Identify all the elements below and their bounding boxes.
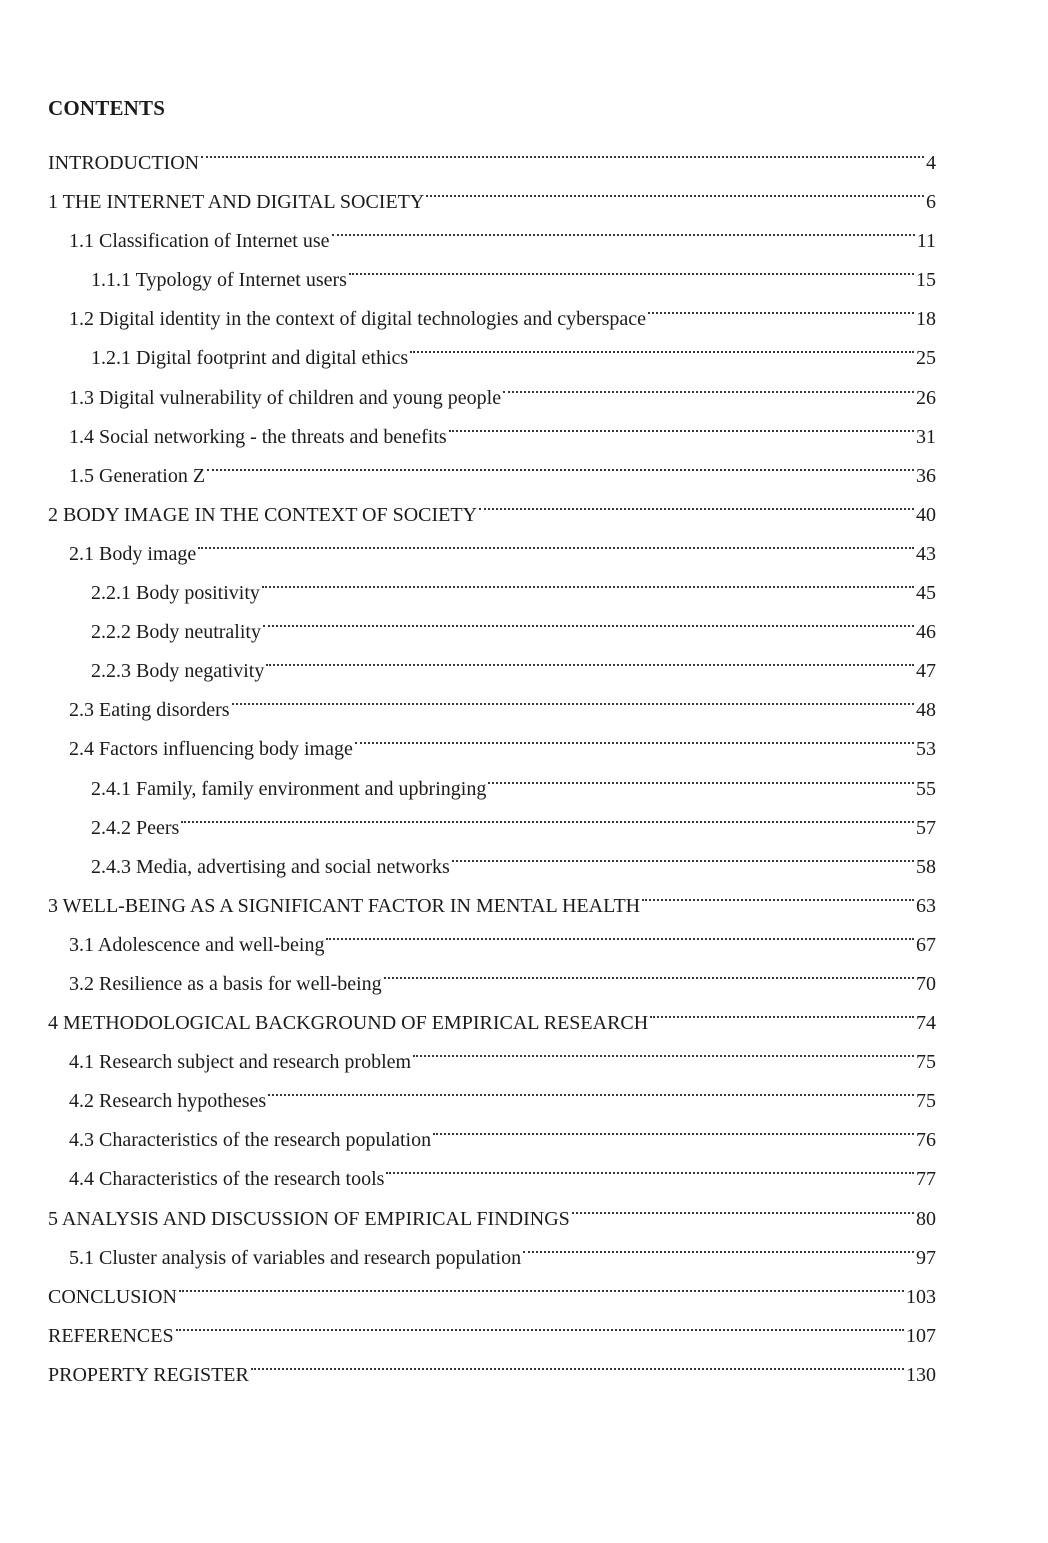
toc-entry-title: 4.2 Research hypotheses [69,1090,267,1113]
toc-entry-page-number: 75 [916,1051,936,1074]
dot-leader [503,365,914,404]
toc-entry-title: 2.4.1 Family, family environment and upbringing [91,777,487,800]
dot-leader [642,873,914,912]
toc-entry-title: 3.2 Resilience as a basis for well-being [69,972,382,995]
dot-leader [449,404,914,443]
toc-entry-title: 4 METHODOLOGICAL BACKGROUND OF EMPIRICAL RESEARCH [48,1012,649,1035]
toc-entry-page-number: 77 [916,1168,936,1191]
dot-leader [232,677,914,716]
toc-entry[interactable] [48,130,936,174]
toc-entry[interactable] [48,1264,936,1308]
toc-entry-page-number: 97 [916,1246,936,1269]
toc-entry-page-number: 57 [916,816,936,839]
dot-leader [262,560,914,599]
toc-entry-title: 5.1 Cluster analysis of variables and research population [69,1246,522,1269]
toc-entry-page-number: 45 [916,582,936,605]
toc-entry-title: 2 BODY IMAGE IN THE CONTEXT OF SOCIETY [48,503,478,526]
dot-leader [410,325,914,364]
toc-entry-page-number: 55 [916,777,936,800]
dot-leader [413,1029,914,1068]
toc-entry-page-number: 15 [916,269,936,292]
toc-entry-title: 1.5 Generation Z [69,464,206,487]
dot-leader [572,1186,914,1225]
toc-entry-title: 2.3 Eating disorders [69,699,230,722]
toc-entry-page-number: 25 [916,347,936,370]
dot-leader [207,443,914,482]
dot-leader [181,795,914,834]
toc-entry[interactable] [48,795,936,839]
document-page [48,94,936,1386]
dot-leader [179,1264,904,1303]
toc-entry-title: 2.4.3 Media, advertising and social networks [91,855,450,878]
dot-leader [349,247,914,286]
toc-entry-page-number: 103 [906,1285,936,1308]
toc-entry-page-number: 76 [916,1129,936,1152]
toc-entry-page-number: 48 [916,699,936,722]
toc-entry-page-number: 43 [916,542,936,565]
table-of-contents [48,130,936,1386]
toc-entry-title: 1.2.1 Digital footprint and digital ethics [91,347,409,370]
toc-entry-page-number: 46 [916,621,936,644]
toc-entry-page-number: 31 [916,425,936,448]
toc-entry-page-number: 75 [916,1090,936,1113]
toc-entry-page-number: 63 [916,894,936,917]
toc-entry-title: PROPERTY REGISTER [48,1363,249,1386]
toc-entry-title: 2.1 Body image [69,542,197,565]
toc-entry-title: 1.4 Social networking - the threats and benefits [69,425,447,448]
toc-entry-title: 5 ANALYSIS AND DISCUSSION OF EMPIRICAL FINDINGS [48,1207,570,1230]
toc-entry-title: 1.1.1 Typology of Internet users [91,269,347,292]
contents-heading: CONTENTS [48,96,166,120]
toc-entry-page-number: 74 [916,1012,936,1035]
dot-leader [355,716,914,755]
dot-leader [176,1303,904,1342]
dot-leader [268,1068,914,1107]
dot-leader [433,1107,914,1146]
toc-entry-page-number: 36 [916,464,936,487]
dot-leader [384,951,914,990]
dot-leader [648,286,914,325]
toc-entry[interactable] [48,1342,936,1386]
toc-entry-page-number: 53 [916,738,936,761]
toc-entry-title: 2.4 Factors influencing body image [69,738,353,761]
dot-leader [198,521,914,560]
toc-entry-page-number: 58 [916,855,936,878]
toc-entry-page-number: 70 [916,972,936,995]
dot-leader [650,990,914,1029]
toc-entry-title: 3 WELL-BEING AS A SIGNIFICANT FACTOR IN MENTAL HEALTH [48,894,641,917]
dot-leader [251,1342,904,1381]
toc-entry-title: REFERENCES [48,1324,174,1347]
toc-entry-title: 4.1 Research subject and research problem [69,1051,412,1074]
toc-entry-page-number: 11 [916,230,936,253]
toc-entry-page-number: 47 [916,660,936,683]
dot-leader [266,638,914,677]
toc-entry-title: 1.1 Classification of Internet use [69,230,330,253]
toc-entry[interactable] [48,834,936,878]
dot-leader [488,756,914,795]
toc-entry-title: 2.2.3 Body negativity [91,660,265,683]
toc-entry-title: 3.1 Adolescence and well-being [69,933,325,956]
toc-entry-title: 2.4.2 Peers [91,816,180,839]
toc-entry-page-number: 107 [906,1324,936,1347]
toc-entry-page-number: 18 [916,308,936,331]
dot-leader [479,482,914,521]
toc-entry[interactable] [48,1303,936,1347]
toc-entry-page-number: 4 [926,152,936,174]
dot-leader [326,912,914,951]
toc-entry-title: 2.2.2 Body neutrality [91,621,261,644]
toc-entry-title: 4.4 Characteristics of the research tools [69,1168,385,1191]
dot-leader [386,1146,914,1185]
dot-leader [452,834,914,873]
toc-entry-page-number: 26 [916,386,936,409]
toc-entry-title: 2.2.1 Body positivity [91,582,260,605]
dot-leader [263,599,914,638]
toc-entry-page-number: 130 [906,1363,936,1386]
toc-entry-title: INTRODUCTION [48,152,200,174]
toc-entry-page-number: 6 [926,191,936,214]
dot-leader [201,130,924,169]
toc-entry-title: 1.2 Digital identity in the context of digital technologies and cyberspace [69,308,647,331]
dot-leader [426,169,924,208]
toc-entry-title: 4.3 Characteristics of the research population [69,1129,432,1152]
toc-entry-title: 1 THE INTERNET AND DIGITAL SOCIETY [48,191,425,214]
toc-entry-page-number: 40 [916,503,936,526]
toc-entry-title: CONCLUSION [48,1285,177,1308]
dot-leader [332,208,915,247]
toc-entry-title: 1.3 Digital vulnerability of children and young people [69,386,502,409]
dot-leader [523,1225,914,1264]
toc-entry-page-number: 80 [916,1207,936,1230]
toc-entry-page-number: 67 [916,933,936,956]
